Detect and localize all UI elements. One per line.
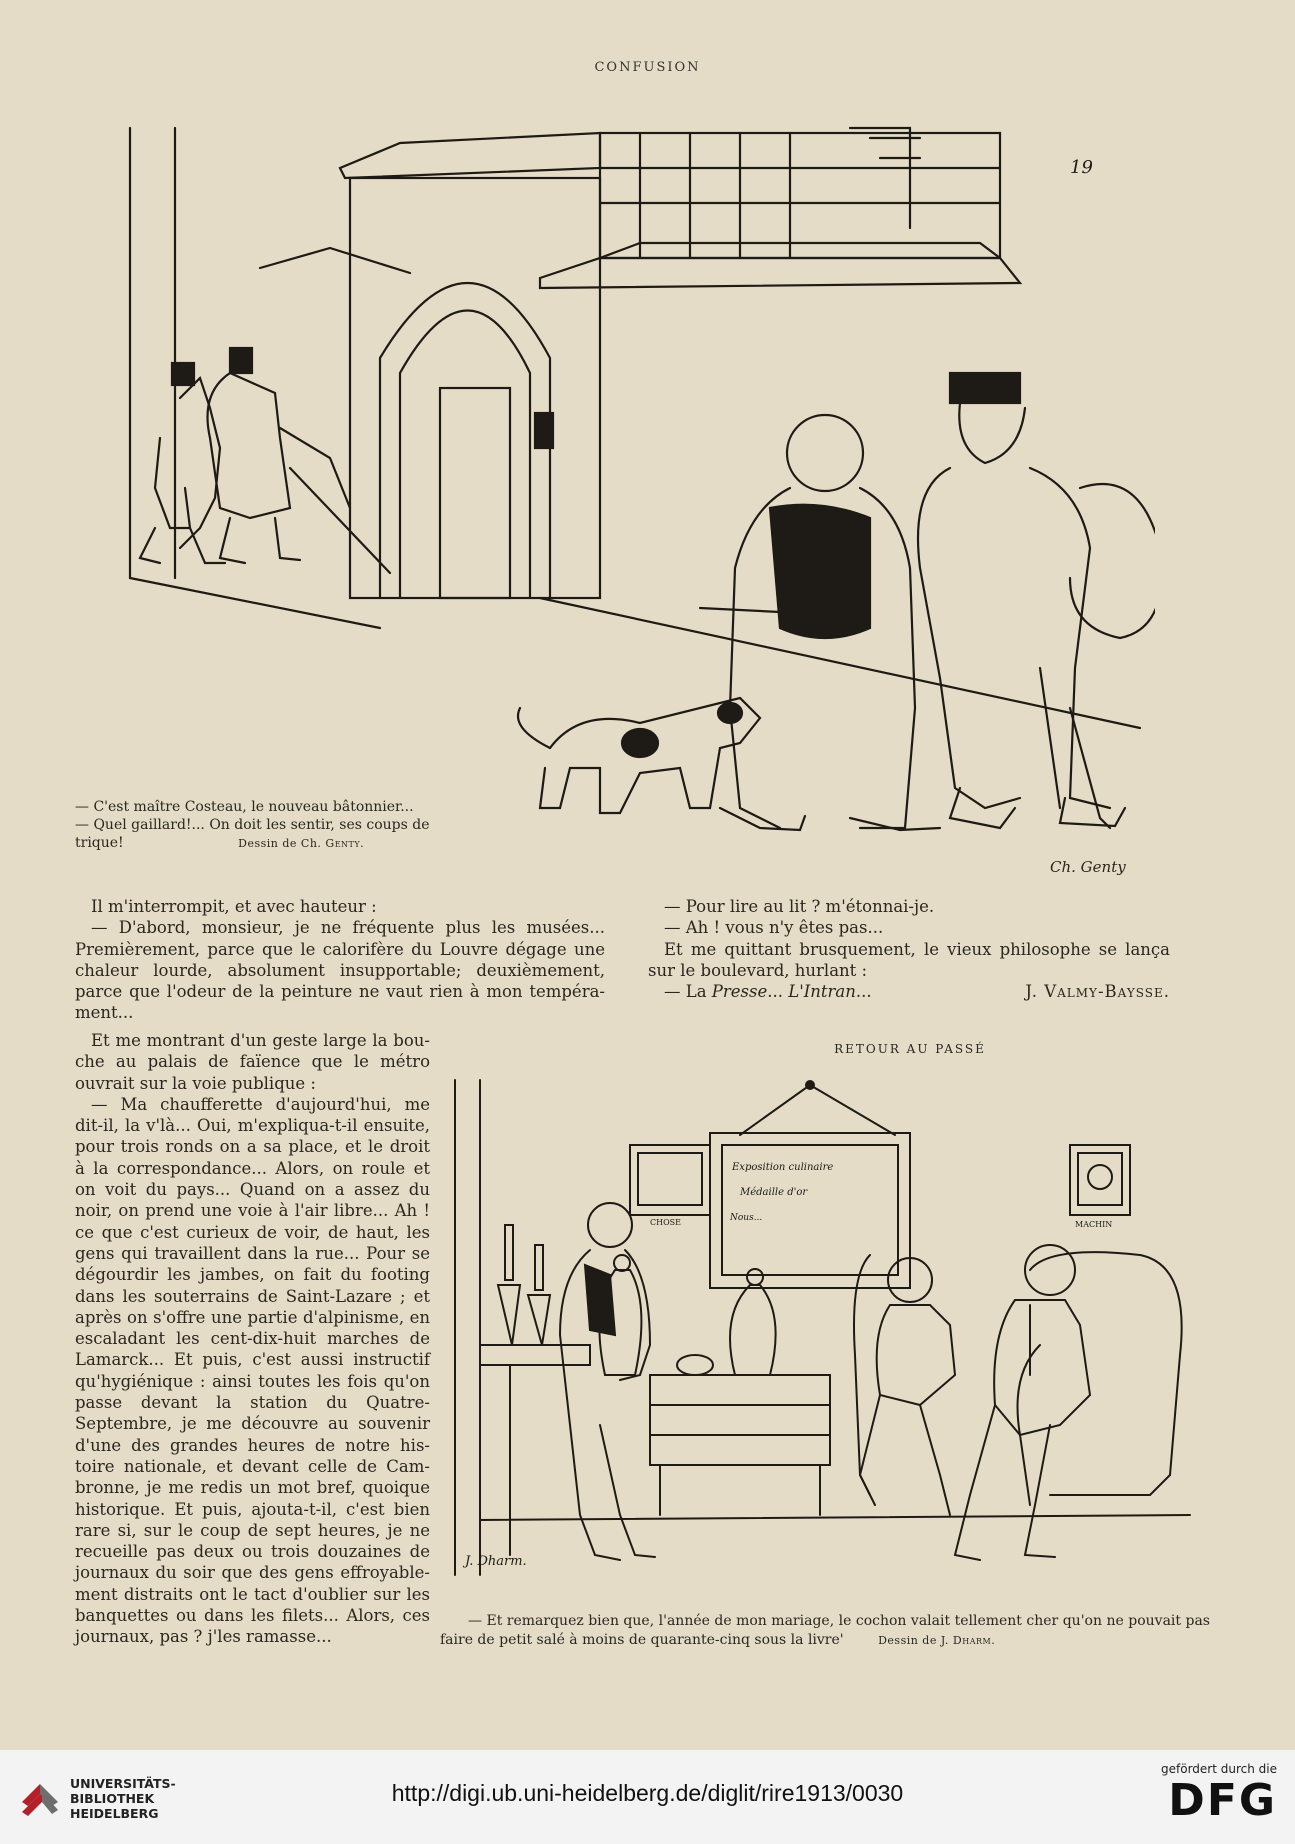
drawing-signature: J. Dharm. — [465, 1554, 527, 1569]
top-caption-line2: — Quel gaillard!... On doit les sentir, ses coups de — [75, 817, 430, 833]
top-caption — [75, 798, 455, 853]
top-caption-line1: — C'est maître Costeau, le nouveau bâtonnier... — [75, 799, 414, 815]
source-url-link[interactable]: http://digi.ub.uni-heidelberg.de/diglit/rire1913/0030 — [391, 1780, 904, 1806]
frame-inscription-1: Exposition culinaire — [732, 1162, 834, 1173]
library-name: UNIVERSITÄTS- BIBLIOTHEK HEIDELBERG — [70, 1776, 176, 1821]
section-heading: RETOUR AU PASSÉ — [834, 1042, 986, 1056]
bottom-illustration — [450, 1075, 1210, 1585]
paragraph-last: — La Presse... L'Intran... J. Valmy-Baysse. — [664, 982, 1170, 1002]
paragraph: — D'abord, monsieur, je ne fréquente plus les musées... Premièrement, parce que le calorifère du Louvre dégage une chaleur lourde, absolument insupportable; deuxièmement, parce que l'odeur de la peinture ne vaut rien à mon tempérament... — [75, 918, 605, 1023]
paragraph: — Pour lire au lit ? m'étonnai-je. — [664, 897, 935, 916]
frame-inscription-2: Médaille d'or — [740, 1187, 808, 1198]
paragraph: Il m'interrompit, et avec hauteur : — [91, 897, 377, 916]
bottom-caption — [440, 1612, 1210, 1650]
left-intro-text — [75, 896, 605, 1024]
top-illustration-signature: Ch. Genty — [1050, 858, 1126, 876]
living-room-drawing — [450, 1075, 1210, 1585]
paragraph: — Ma chaufferette d'aujourd'hui, me dit-il, la v'là... Oui, m'expliqua-t-il ensuite, pour trois ronds on a sa place, et le droit à la correspondance... Alors, on roule et on voit du pays... Quand on a assez du noir, on prend une voie à l'air libre... Ah ! ce que c'est curieux de voir, de haut, les gens qui travaillent dans la rue... Pour se dégourdir les jambes, on fait du footing dans les souterrains de Saint-Lazare ; et après on s'offre une partie d'alpinisme, en escaladant les cent-dix-huit marches de Lamarck... Et puis, c'est aussi instructif qu'hygiénique : ainsi toutes les fois qu'on passe devant la station du Quatre-Septembre, je me découvre au souvenir d'une des grandes heures de notre histoire nationale, et devant celle de Cambronne, je me redis un mot bref, quoique historique. Et puis, ajouta-t-il, c'est bien rare si, sur le coup de sept heures, je ne recueille pas deux ou trois douzaines de journaux du soir que des gens effroyablement distraits ont le tact d'oublier sur les banquettes ou dans les filets... Alors, ces journaux, pas ? j'les ramasse... — [75, 1094, 430, 1647]
paragraph: Et me montrant d'un geste large la bouche au palais de faïence que le métro ouvrait sur la voie publique : — [75, 1031, 430, 1093]
top-illustration — [80, 108, 1155, 888]
left-picture-label: CHOSE — [650, 1218, 681, 1227]
right-picture-label: MACHIN — [1075, 1220, 1113, 1229]
frame-inscription-3: Nous... — [730, 1213, 763, 1223]
sponsor-text: gefördert durch die — [1161, 1762, 1277, 1776]
paragraph: Et me quittant brusquement, le vieux philosophe se lança sur le boulevard, hurlant : — [648, 939, 1170, 980]
left-narrow-text — [75, 1030, 430, 1648]
dfg-logo: DFG — [1168, 1775, 1277, 1826]
drawing-scribble: 19 — [1070, 157, 1093, 178]
digitization-footer — [0, 1750, 1295, 1844]
prison-gate-drawing — [80, 108, 1155, 888]
paragraph: — Ah ! vous n'y êtes pas... — [664, 918, 884, 938]
page-title: CONFUSION — [594, 60, 701, 75]
bottom-caption-text: — Et remarquez bien que, l'année de mon mariage, le cochon valait tellement cher qu'on ne pouvait pas faire de petit salé à moins de quarante-cinq sous la livre' — [440, 1613, 1210, 1648]
bottom-caption-credit: Dessin de J. Dharm. — [878, 1634, 996, 1647]
author-signature: J. Valmy-Baysse. — [1025, 982, 1170, 1002]
top-caption-credit: Dessin de Ch. Genty. — [238, 837, 365, 850]
top-caption-line3: trique! Dessin de Ch. Genty. — [75, 835, 365, 851]
right-top-text — [648, 896, 1170, 1002]
sponsor-block[interactable] — [1127, 1762, 1277, 1826]
